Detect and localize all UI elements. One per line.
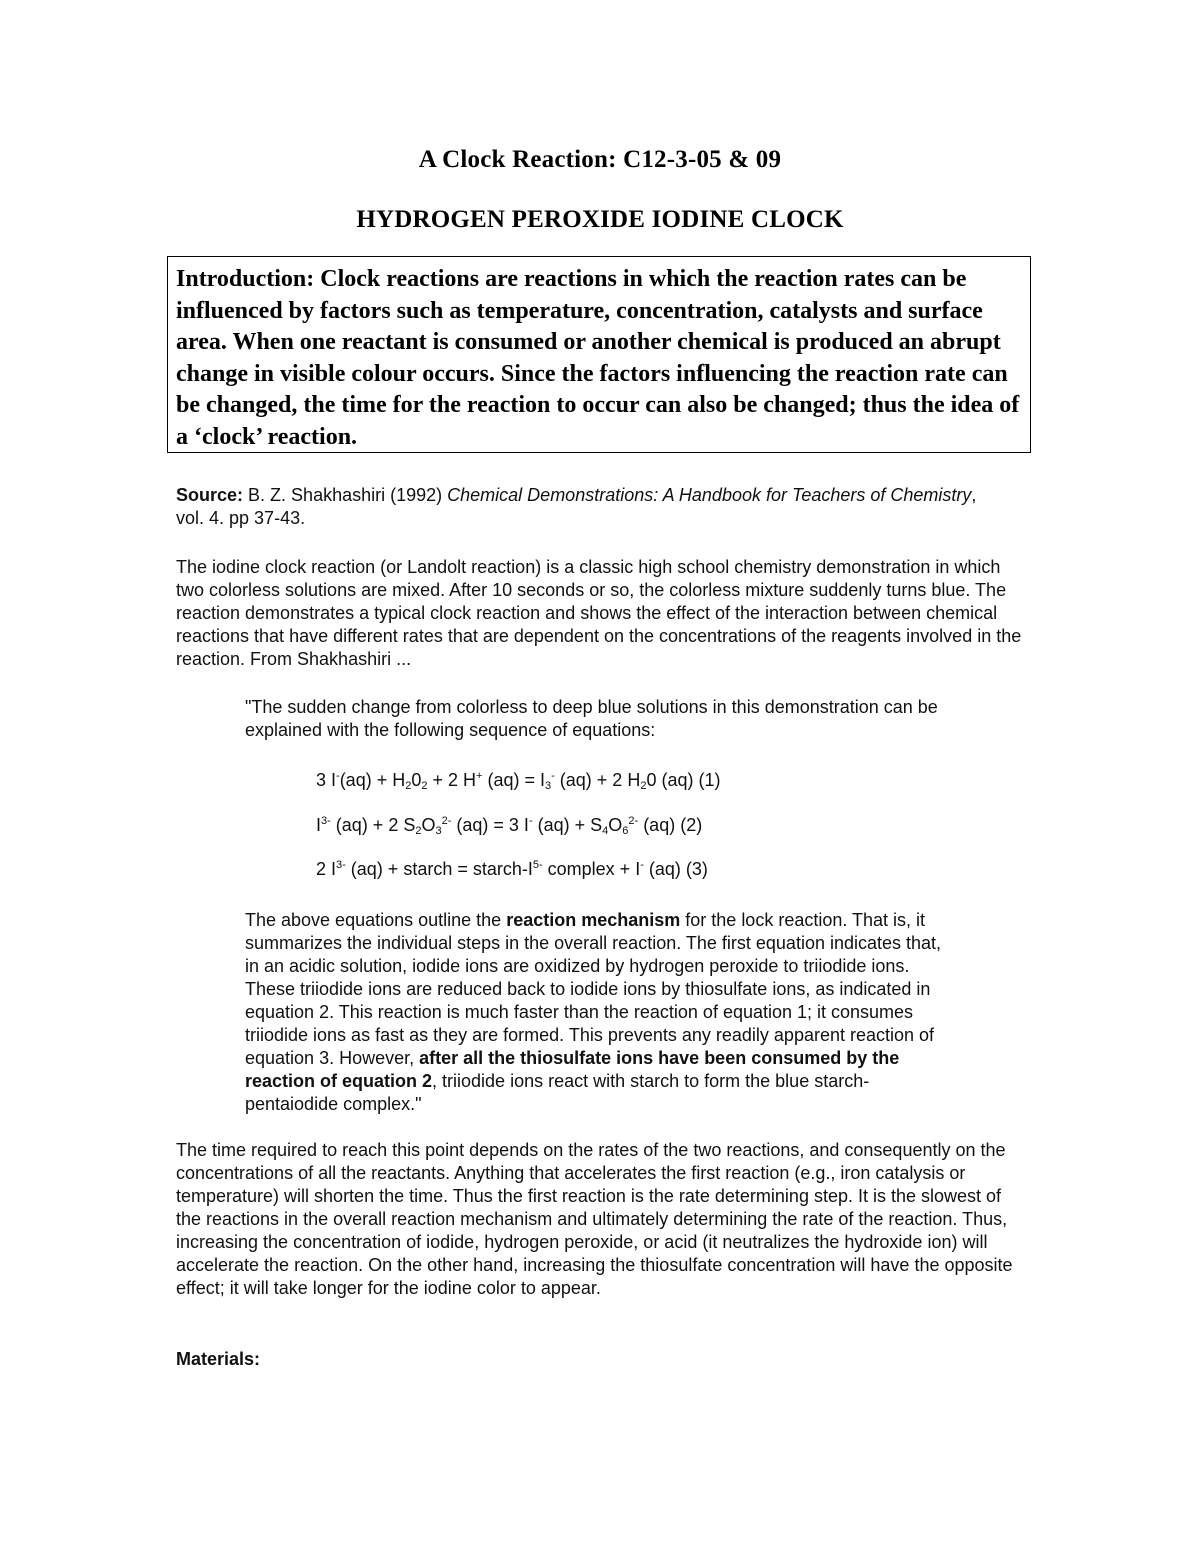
document-subtitle: HYDROGEN PEROXIDE IODINE CLOCK	[356, 206, 844, 233]
equation-1: 3 $I^-(aq) + H_20_2 + 2$ H+ $(aq) = I_3^-$ (aq) + 2 $H_20$ (aq) (1)	[316, 770, 721, 792]
introduction-box	[167, 256, 1031, 453]
document-title: A Clock Reaction: C12-3-05 & 09	[418, 146, 782, 173]
source-citation	[176, 484, 1006, 530]
rate-paragraph: The time required to reach this point depends on the rates of the two reactions, and consequently on the concentrations of all the reactants. Anything that accelerates the first reaction (e.g., iron catalysis or temperature) will shorten the time. Thus the first reaction is the rate determining step. It is the slowest of the reactions in the overall reaction mechanism and ultimately determining the rate of the reaction. Thus, increasing the concentration of iodide, hydrogen peroxide, or acid (it neutralizes the hydroxide ion) will accelerate the reaction. On the other hand, increasing the thiosulfate concentration will have the opposite effect; it will take longer for the iodine color to appear.	[176, 1140, 1013, 1298]
equation-2: $I^{3-}$ (aq) + 2 $S_2O_3^{2-}$ (aq) = 3 I- $(aq) + S_4O_6^{2-}$ (aq) (2)	[316, 815, 703, 837]
introduction-label: Introduction:	[176, 266, 315, 292]
mechanism-paragraph: The above equations outline the reaction mechanism for the lock reaction. That is, it summarizes the individual steps in the overall reaction. The first equation indicates that, in an acidic solution, iodide ions are oxidized by hydrogen peroxide to triiodide ions. These triiodide ions are reduced back to iodide ions by thiosulfate ions, as indicated in equation 2. This reaction is much faster than the reaction of equation 1; it consumes triiodide ions as fast as they are formed. This prevents any readily apparent reaction of equation 3. However, after all the thiosulfate ions have been consumed by the reaction of equation 2, triiodide ions react with starch to form the blue starch-pentaiodide complex."	[245, 910, 942, 1114]
reaction-mechanism-term: reaction mechanism	[506, 910, 681, 930]
source-details: , vol. 4. pp 37-43.	[176, 485, 977, 528]
thiosulfate-consumed-emphasis: after all the thiosulfate ions have been consumed by the reaction of equation 2	[245, 1048, 900, 1091]
intro-paragraph: The iodine clock reaction (or Landolt reaction) is a classic high school chemistry demonstration in which two colorless solutions are mixed. After 10 seconds or so, the colorless mixture suddenly turns blue. The reaction demonstrates a typical clock reaction and shows the effect of the interaction between chemical reactions that have different rates that are dependent on the concentrations of the reagents involved in the reaction. From Shakhashiri ...	[176, 557, 1022, 669]
source-label: Source:	[176, 485, 244, 505]
source-book-title: Chemical Demonstrations: A Handbook for Teachers of Chemistry	[447, 485, 972, 505]
source-author: B. Z. Shakhashiri (1992)	[248, 485, 443, 505]
introduction-text: Clock reactions are reactions in which the reaction rates can be influenced by factors such as temperature, concentration, catalysts and surface area. When one reactant is consumed or another chemical is produced an abrupt change in visible colour occurs. Since the factors influencing the reaction rate can be changed, the time for the reaction to occur can also be changed; thus the idea of a ‘clock’ reaction.	[176, 266, 1020, 450]
equation-3: 2 $I^{3-}$ (aq) + starch = starch-$I^{5-}$ complex + I- (aq) (3)	[316, 859, 708, 879]
quote-intro: "The sudden change from colorless to deep blue solutions in this demonstration can be explained with the following sequence of equations:	[245, 697, 938, 740]
materials-heading: Materials:	[176, 1349, 261, 1369]
